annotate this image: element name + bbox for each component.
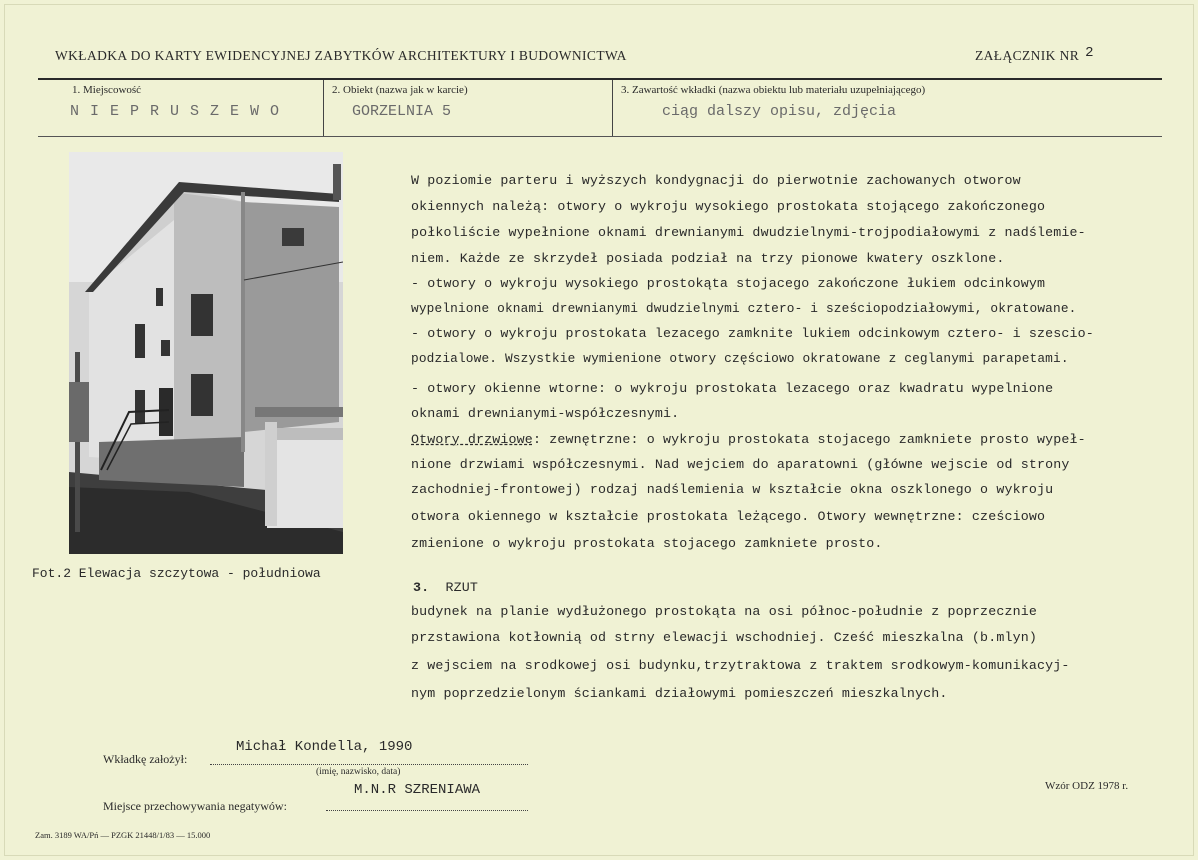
doors-text: : zewnętrzne: o wykroju prostokata stojacego zamkniete prosto wypeł-: [532, 432, 1086, 447]
storage-label: Miejsce przechowywania negatywów:: [103, 799, 287, 813]
body-line: oknami drewnianymi-współczesnymi.: [411, 406, 680, 421]
body-line: przstawiona kotłownią od strny elewacji wschodniej. Cześć mieszkalna (b.mlyn): [411, 630, 1037, 645]
annex-number: 2: [1085, 45, 1094, 61]
body-line: - otwory o wykroju wysokiego prostokąta stojacego zakończone łukiem odcinkowym: [411, 276, 1046, 291]
body-line: okiennych należą: otwory o wykroju wysokiego prostokata stojącego zakończonego: [411, 199, 1046, 214]
created-by-value: Michał Kondella, 1990: [236, 739, 413, 755]
body-line: - otwory o wykroju prostokata lezacego zamknite lukiem odcinkowym cztero- i szescio-: [411, 326, 1094, 341]
field-label-locality: 1. Miejscowość: [72, 84, 142, 96]
doors-heading: Otwory drzwiowe: [411, 432, 533, 447]
body-line: niem. Każde ze skrzydeł posiada podział na trzy pionowe kwatery oszklone.: [411, 251, 1005, 266]
header-rule-bottom: [38, 136, 1162, 137]
body-line: z wejsciem na srodkowej osi budynku,trzytraktowa z traktem srodkowym-komunikacyj-: [411, 658, 1070, 673]
created-by-hint: (imię, nazwisko, data): [316, 767, 401, 777]
field-label-contents: 3. Zawartość wkładki (nazwa obiektu lub materiału uzupełniającego): [621, 84, 926, 96]
form-model: Wzór ODZ 1978 r.: [1045, 780, 1129, 792]
body-line: - otwory okienne wtorne: o wykroju prostokata lezacego oraz kwadratu wypelnione: [411, 381, 1054, 396]
body-line: zachodniej-frontowej) rodzaj nadślemienia w kształcie okna oszklonego o wykroju: [411, 482, 1054, 497]
field-value-locality: N I E P R U S Z E W O: [70, 103, 281, 120]
section-heading: [413, 580, 478, 595]
body-line: otwora okiennego w kształcie prostokata leżącego. Otwory wewnętrzne: cześciowo: [411, 509, 1046, 524]
body-line: nione drzwiami współczesnymi. Nad wejciem do aparatowni (główne wejscie od strony: [411, 457, 1070, 472]
body-line: nym poprzedzielonym ściankami działowymi pomieszczeń mieszkalnych.: [411, 686, 948, 701]
body-line: połkoliście wypełnione oknami drewnianymi dwudzielnymi-trojpodiałowymi z nadślemie-: [411, 225, 1086, 240]
header-rule-top: [38, 78, 1162, 80]
section-title: RZUT: [445, 580, 479, 595]
doors-paragraph-line: [411, 432, 1086, 447]
body-line: podzialowe. Wszystkie wymienione otwory częściowo okratowane z ceglanymi parapetami.: [411, 351, 1069, 366]
storage-line: [326, 810, 528, 811]
building-photo: [69, 152, 343, 554]
field-separator: [323, 80, 324, 136]
created-by-line: [210, 764, 528, 765]
annex-label-text: ZAŁĄCZNIK NR: [975, 48, 1080, 63]
annex-label: [975, 45, 1094, 65]
body-line: W poziomie parteru i wyższych kondygnacji do pierwotnie zachowanych otworow: [411, 173, 1021, 188]
field-separator: [612, 80, 613, 136]
field-value-contents: ciąg dalszy opisu, zdjęcia: [662, 103, 897, 120]
created-by-label: Wkładkę założył:: [103, 752, 188, 766]
section-number: 3.: [413, 580, 430, 595]
body-line: budynek na planie wydłużonego prostokąta na osi północ-południe z poprzecznie: [411, 604, 1037, 619]
storage-value: M.N.R SZRENIAWA: [354, 782, 481, 798]
field-value-object: GORZELNIA 5: [352, 103, 452, 120]
form-title: WKŁADKA DO KARTY EWIDENCYJNEJ ZABYTKÓW ARCHITEKTURY I BUDOWNICTWA: [55, 48, 627, 63]
photo-caption: Fot.2 Elewacja szczytowa - południowa: [32, 566, 321, 581]
field-label-object: 2. Obiekt (nazwa jak w karcie): [332, 84, 468, 96]
body-line: wypelnione oknami drewnianymi dwudzielnymi cztero- i sześciopodziałowymi, okratowane.: [411, 301, 1077, 316]
body-line: zmienione o wykroju prostokata stojacego zamkniete prosto.: [411, 536, 883, 551]
print-info: Zam. 3189 WA/Pń — PZGK 21448/1/83 — 15.000: [35, 830, 211, 840]
